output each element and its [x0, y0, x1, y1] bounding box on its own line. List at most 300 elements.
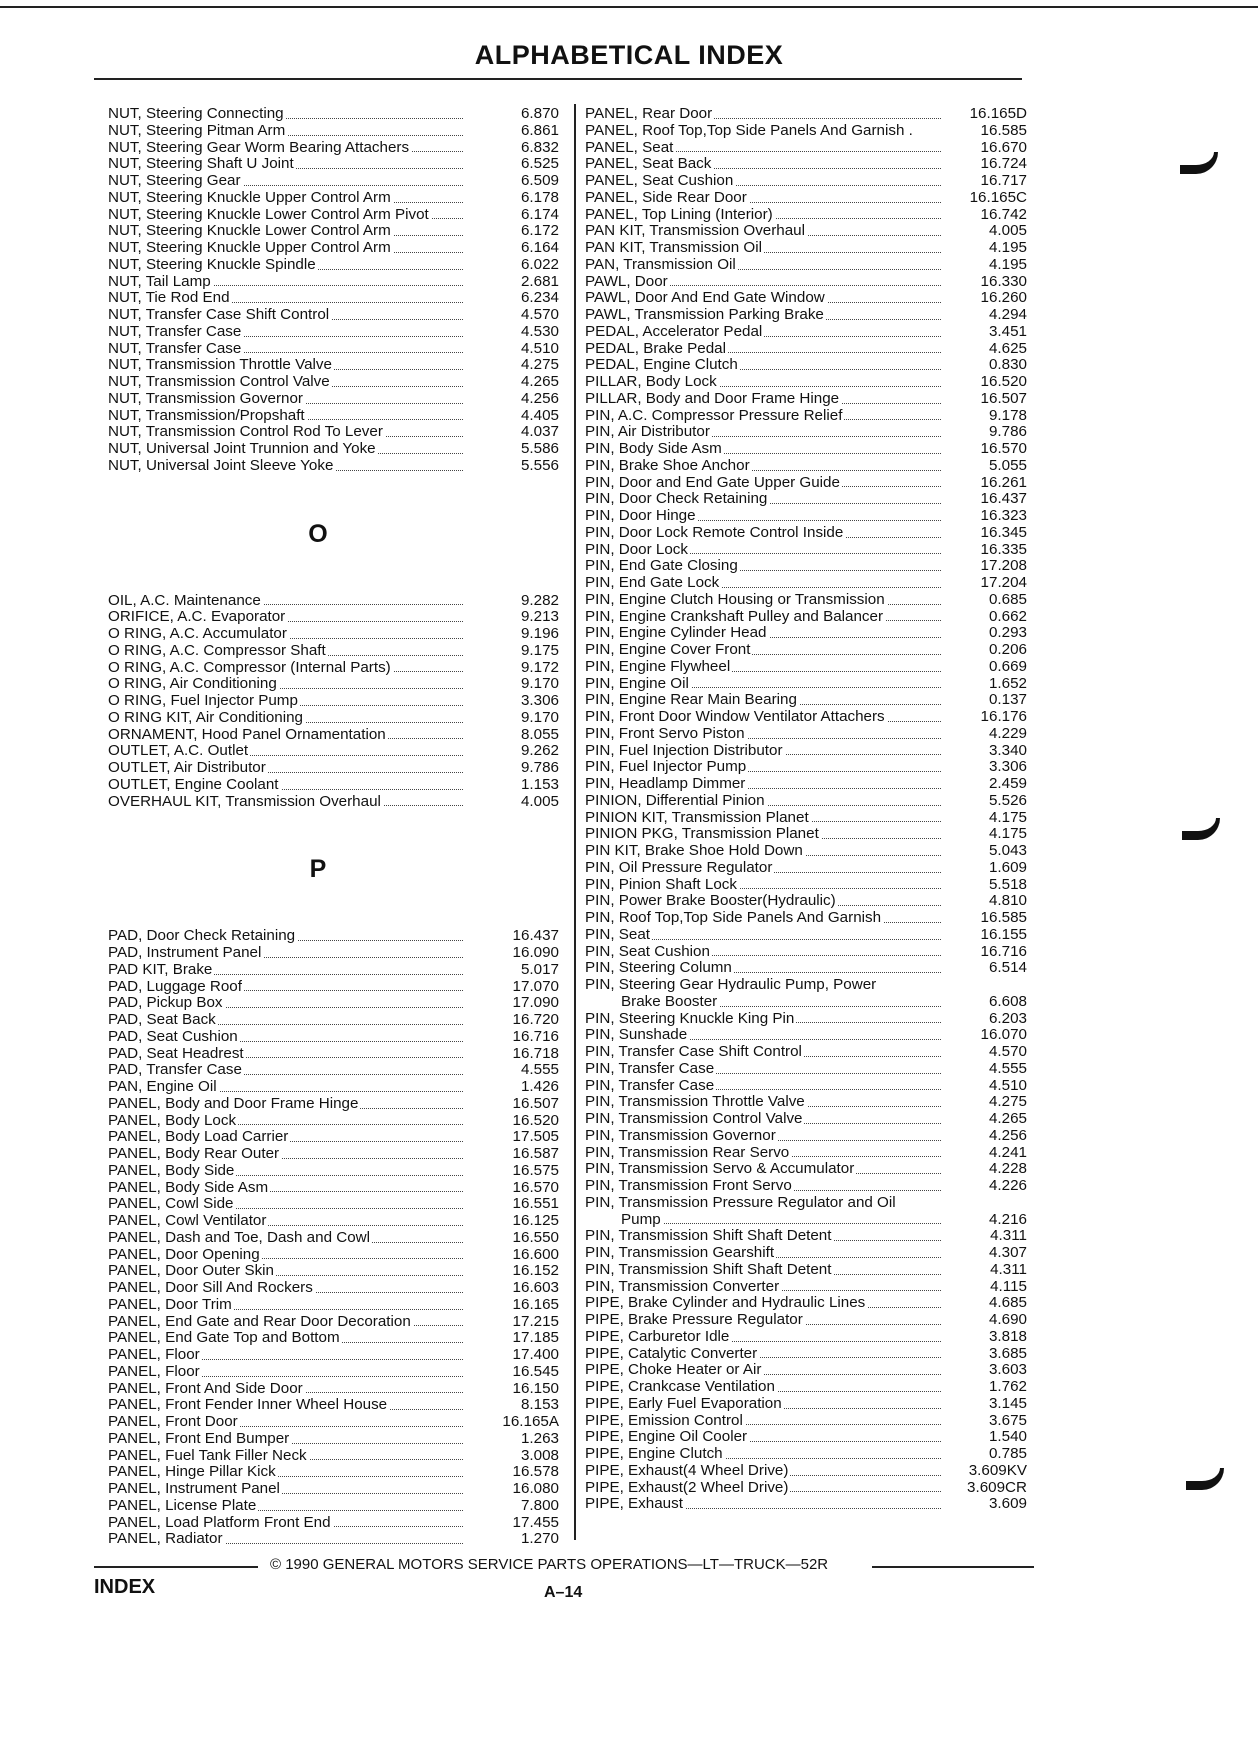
index-entry [108, 1230, 563, 1247]
index-entry [108, 1079, 563, 1096]
entry-reference: 6.164 [520, 239, 559, 256]
entry-name: PIPE, Choke Heater or Air [585, 1361, 762, 1379]
entry-name: Pump [585, 1212, 663, 1229]
entry-reference: 2.459 [988, 775, 1027, 792]
entry-name: PANEL, Body Side Asm [108, 1178, 269, 1196]
entry-name: PAN KIT, Transmission Overhaul [585, 222, 806, 240]
entry-reference: 1.609 [988, 858, 1027, 876]
entry-reference: 0.685 [988, 590, 1027, 608]
index-entry [108, 1012, 563, 1029]
entry-reference: 16.520 [980, 373, 1027, 390]
entry-name: PIN, Transfer Case [585, 1059, 715, 1077]
index-entry [108, 1213, 563, 1230]
index-entry [108, 324, 563, 341]
entry-reference: 0.669 [988, 657, 1027, 675]
index-entry [108, 995, 563, 1012]
index-entry [108, 140, 563, 157]
entry-name: PIN, Transmission Converter [585, 1277, 780, 1295]
index-entry [108, 693, 563, 710]
entry-reference: 8.153 [520, 1396, 559, 1414]
entry-name: PIPE, Exhaust(4 Wheel Drive) [585, 1461, 789, 1479]
entry-reference: 4.570 [520, 306, 559, 323]
entry-reference: 2.681 [520, 272, 559, 290]
index-entry [585, 207, 1031, 224]
index-entry [585, 1111, 1031, 1128]
title-rule [94, 78, 1022, 80]
entry-reference: 4.690 [988, 1311, 1027, 1328]
entry-name: PIN, Door Lock Remote Control Inside [585, 523, 844, 541]
entry-reference: 3.340 [988, 741, 1027, 759]
entry-reference: 1.263 [520, 1429, 559, 1447]
index-entry [108, 424, 563, 441]
index-entry [108, 1196, 563, 1213]
entry-name: PIN, Engine Crankshaft Pulley and Balancer [585, 607, 884, 625]
entry-name: NUT, Steering Connecting [108, 105, 284, 122]
index-entry [108, 945, 563, 962]
entry-name: PIN, Transmission Throttle Valve [585, 1093, 805, 1111]
entry-name: PANEL, Seat [585, 138, 674, 156]
index-entry [585, 776, 1031, 793]
entry-name: PIN, Fuel Injector Pump [585, 758, 747, 776]
entry-reference: 17.400 [512, 1346, 559, 1363]
entry-name: PIN, Door Check Retaining [585, 490, 768, 508]
index-entry [585, 692, 1031, 709]
entry-reference: 0.785 [988, 1445, 1027, 1462]
index-entry [585, 709, 1031, 726]
entry-reference: 4.256 [988, 1126, 1027, 1144]
index-entry [585, 1446, 1031, 1463]
entry-name: PANEL, Fuel Tank Filler Neck [108, 1446, 307, 1464]
entry-reference: 0.293 [988, 624, 1027, 642]
entry-name: PANEL, Dash and Toe, Dash and Cowl [108, 1228, 370, 1246]
entry-reference: 16.335 [980, 540, 1027, 558]
index-entry [585, 910, 1031, 927]
entry-name: PIN KIT, Brake Shoe Hold Down [585, 842, 803, 859]
index-entry [585, 441, 1031, 458]
entry-reference: 16.176 [980, 708, 1027, 725]
index-entry [585, 156, 1031, 173]
entry-name: PIN, Transmission Control Valve [585, 1110, 803, 1127]
entry-reference: 16.165A [502, 1413, 559, 1430]
entry-reference: 16.080 [512, 1480, 559, 1497]
entry-name: PIN, Seat [585, 925, 650, 943]
entry-reference: 4.115 [990, 1277, 1027, 1295]
index-entry [585, 1245, 1031, 1262]
index-entry [585, 843, 1031, 860]
entry-reference: 9.178 [988, 406, 1027, 424]
entry-reference: 4.530 [520, 322, 559, 340]
entry-name: PEDAL, Engine Clutch [585, 356, 738, 374]
index-entry [585, 625, 1031, 642]
entry-reference: 16.437 [512, 927, 559, 945]
entry-name: NUT, Steering Shaft U Joint [108, 155, 294, 173]
entry-reference: 9.282 [520, 591, 559, 609]
entry-reference: 6.861 [520, 121, 559, 139]
entry-reference: 9.170 [520, 675, 559, 693]
section-letter: O [308, 519, 328, 548]
entry-reference: 16.155 [980, 925, 1027, 943]
entry-reference: 16.165C [969, 188, 1027, 206]
entry-reference: 4.570 [988, 1043, 1027, 1060]
entry-name: ORIFICE, A.C. Evaporator [108, 608, 286, 626]
entry-name: PIPE, Emission Control [585, 1411, 743, 1429]
entry-name: PIN, Body Side Asm [585, 440, 722, 457]
entry-reference: 5.055 [988, 456, 1027, 474]
index-entry [108, 1481, 563, 1498]
index-entry [108, 979, 563, 996]
entry-reference: 4.175 [988, 808, 1027, 826]
entry-name: PAD, Seat Headrest [108, 1044, 244, 1062]
entry-name: PIN, Transmission Front Servo [585, 1177, 792, 1194]
entry-reference: 9.196 [520, 625, 559, 642]
entry-name: PINION PKG, Transmission Planet [585, 825, 819, 843]
entry-reference: 4.625 [988, 339, 1027, 357]
entry-name: PAD, Seat Back [108, 1011, 216, 1028]
entry-reference: 6.172 [520, 222, 559, 240]
entry-reference: 16.152 [512, 1262, 559, 1280]
entry-reference: 4.241 [988, 1143, 1027, 1161]
entry-name: PIPE, Exhaust [585, 1495, 683, 1513]
index-entry [585, 1212, 1031, 1229]
index-entry [585, 1362, 1031, 1379]
entry-name: PANEL, Seat Back [585, 155, 712, 173]
entry-name: PAD, Transfer Case [108, 1061, 242, 1079]
index-entry [585, 223, 1031, 240]
entry-name: PIPE, Early Fuel Evaporation [585, 1394, 782, 1412]
index-entry [585, 508, 1031, 525]
index-entry [108, 928, 563, 945]
index-entry [108, 962, 563, 979]
index-entry [108, 1515, 563, 1532]
entry-reference: 16.507 [512, 1094, 559, 1112]
entry-name: PIN, Transfer Case Shift Control [585, 1043, 802, 1060]
entry-reference: 16.507 [980, 389, 1027, 407]
index-entry [585, 659, 1031, 676]
index-entry [585, 1145, 1031, 1162]
index-entry [585, 642, 1031, 659]
entry-reference: 1.540 [988, 1428, 1027, 1446]
entry-name: O RING, Fuel Injector Pump [108, 692, 298, 709]
entry-reference: 16.600 [512, 1245, 559, 1263]
entry-reference: 6.514 [988, 959, 1027, 977]
index-entry [108, 357, 563, 374]
entry-name: PAWL, Transmission Parking Brake [585, 306, 824, 323]
index-entry [108, 1531, 563, 1548]
entry-name: PIN, Sunshade [585, 1026, 688, 1044]
entry-name: PIPE, Catalytic Converter [585, 1344, 758, 1362]
entry-reference: 4.405 [520, 406, 559, 424]
entry-name: OUTLET, Engine Coolant [108, 775, 279, 793]
index-entry [585, 324, 1031, 341]
footer-copyright: © 1990 GENERAL MOTORS SERVICE PARTS OPERATIONS—LT—TRUCK—52R [270, 1556, 829, 1573]
index-entry [585, 123, 1031, 140]
entry-reference: 16.260 [980, 289, 1027, 307]
entry-reference: 4.265 [520, 373, 559, 390]
index-entry [585, 1463, 1031, 1480]
entry-reference: 4.175 [988, 825, 1027, 843]
entry-reference: 16.716 [980, 942, 1027, 960]
index-entry [585, 1496, 1031, 1513]
entry-reference: 0.830 [988, 356, 1027, 374]
entry-reference: 6.832 [520, 138, 559, 156]
entry-reference: 16.551 [512, 1195, 559, 1213]
entry-reference: 16.330 [980, 272, 1027, 290]
entry-name: PIN, Door Lock [585, 540, 688, 558]
entry-name: PIPE, Exhaust(2 Wheel Drive) [585, 1478, 789, 1496]
entry-name: PANEL, Door Sill And Rockers [108, 1279, 313, 1296]
index-entry [585, 140, 1031, 157]
entry-name: O RING, A.C. Compressor Shaft [108, 641, 326, 659]
entry-reference: 16.090 [512, 944, 559, 961]
entry-reference: 5.043 [988, 842, 1027, 859]
entry-name: PAN, Engine Oil [108, 1078, 217, 1095]
entry-reference: 5.556 [520, 456, 559, 474]
entry-reference: 3.609CR [967, 1478, 1027, 1496]
entry-name: NUT, Universal Joint Trunnion and Yoke [108, 440, 376, 457]
index-entry [108, 1146, 563, 1163]
entry-name: NUT, Tail Lamp [108, 272, 211, 290]
entry-reference: 3.451 [988, 322, 1027, 340]
entry-reference: 4.195 [988, 239, 1027, 256]
index-entry [108, 458, 563, 475]
index-entry [585, 609, 1031, 626]
entry-reference: 4.195 [988, 255, 1027, 273]
index-entry [585, 1413, 1031, 1430]
index-entry [585, 1195, 1031, 1212]
entry-name: NUT, Transfer Case Shift Control [108, 306, 330, 323]
entry-reference: 9.170 [520, 708, 559, 726]
entry-name: NUT, Transmission Control Valve [108, 373, 330, 390]
index-entry [108, 257, 563, 274]
entry-name: PIN, Transfer Case [585, 1076, 715, 1094]
index-entry [108, 1163, 563, 1180]
index-entry [585, 575, 1031, 592]
index-entry [585, 1429, 1031, 1446]
index-entry [585, 491, 1031, 508]
index-entry [585, 307, 1031, 324]
entry-name: PANEL, End Gate and Rear Door Decoration [108, 1312, 411, 1330]
entry-name: PIN, Steering Column [585, 959, 732, 977]
entry-reference: 3.008 [520, 1446, 559, 1464]
entry-reference: 1.652 [988, 674, 1027, 692]
entry-name: PANEL, Front And Side Door [108, 1379, 303, 1397]
index-entry [585, 1178, 1031, 1195]
footer-rule-left [94, 1566, 258, 1568]
index-entry [585, 960, 1031, 977]
entry-reference: 4.311 [990, 1227, 1027, 1245]
index-entry [585, 1279, 1031, 1296]
entry-name: PILLAR, Body and Door Frame Hinge [585, 389, 840, 407]
entry-reference: 16.717 [980, 172, 1027, 189]
index-entry [585, 726, 1031, 743]
index-entry [585, 542, 1031, 559]
entry-name: O RING, A.C. Accumulator [108, 625, 287, 642]
index-entry [585, 759, 1031, 776]
entry-name: NUT, Steering Pitman Arm [108, 121, 286, 139]
entry-name: NUT, Steering Gear [108, 172, 241, 189]
index-entry [585, 893, 1031, 910]
entry-reference: 6.174 [520, 205, 559, 223]
index-entry [108, 408, 563, 425]
entry-reference: 16.575 [512, 1161, 559, 1179]
entry-reference: 4.275 [520, 356, 559, 374]
entry-name: PIPE, Engine Clutch [585, 1445, 723, 1462]
index-entry [585, 290, 1031, 307]
entry-reference: 9.172 [520, 658, 559, 676]
entry-name: NUT, Transmission Control Rod To Lever [108, 423, 383, 441]
index-entry [108, 1247, 563, 1264]
section-spacer [108, 894, 563, 928]
entry-name: PANEL, Side Rear Door [585, 188, 747, 206]
index-entry [585, 1161, 1031, 1178]
entry-reference: 3.609 [988, 1495, 1027, 1513]
entry-reference: 7.800 [520, 1496, 559, 1514]
page-title: ALPHABETICAL INDEX [474, 40, 784, 70]
index-entry [108, 1330, 563, 1347]
index-entry [108, 207, 563, 224]
entry-name: PIN, Transmission Servo & Accumulator [585, 1160, 855, 1178]
footer-section-label: INDEX [94, 1576, 156, 1598]
index-entry [585, 860, 1031, 877]
entry-reference: 17.185 [512, 1329, 559, 1347]
index-entry [108, 156, 563, 173]
entry-reference: 6.234 [520, 289, 559, 307]
index-entry [585, 558, 1031, 575]
index-entry [585, 810, 1031, 827]
entry-name: NUT, Transfer Case [108, 339, 242, 357]
entry-reference: 16.323 [980, 507, 1027, 524]
entry-name: PAD, Door Check Retaining [108, 927, 296, 945]
entry-name: PIPE, Brake Pressure Regulator [585, 1311, 803, 1328]
index-entry [585, 1379, 1031, 1396]
index-entry [585, 1044, 1031, 1061]
index-entry [108, 1096, 563, 1113]
index-entry [108, 441, 563, 458]
entry-reference: 4.307 [988, 1244, 1027, 1261]
entry-name: ORNAMENT, Hood Panel Ornamentation [108, 725, 386, 743]
entry-name: PIN, Oil Pressure Regulator [585, 858, 773, 876]
index-entry [108, 1062, 563, 1079]
entry-reference: 4.510 [988, 1076, 1027, 1094]
entry-name: Brake Booster [585, 994, 719, 1011]
entry-name: PIN, Engine Oil [585, 674, 689, 692]
entry-reference: 3.675 [988, 1411, 1027, 1429]
entry-reference: 5.526 [988, 791, 1027, 809]
index-entry [108, 1397, 563, 1414]
entry-reference: 4.256 [520, 389, 559, 407]
entry-name: PIN, Transmission Shift Shaft Detent [585, 1260, 832, 1278]
index-entry [585, 374, 1031, 391]
entry-name: O RING, Air Conditioning [108, 675, 277, 693]
entry-reference: 0.206 [988, 641, 1027, 658]
entry-reference: 4.555 [520, 1061, 559, 1079]
entry-name: PIN, Transmission Governor [585, 1126, 776, 1144]
entry-name: PIN, Roof Top,Top Side Panels And Garnish [585, 909, 882, 926]
index-entry [585, 944, 1031, 961]
index-entry [585, 1011, 1031, 1028]
entry-reference: 17.505 [512, 1128, 559, 1146]
entry-name: PIN, Headlamp Dimmer [585, 775, 746, 792]
entry-name: OIL, A.C. Maintenance [108, 591, 261, 609]
entry-reference: 9.786 [520, 759, 559, 776]
entry-reference: 9.786 [988, 423, 1027, 441]
entry-name: PIN, Front Door Window Ventilator Attachers [585, 708, 885, 725]
entry-reference: 1.426 [520, 1078, 559, 1095]
index-entry [108, 123, 563, 140]
entry-name: OUTLET, Air Distributor [108, 759, 266, 776]
entry-reference: 4.005 [988, 222, 1027, 240]
entry-name: PANEL, End Gate Top and Bottom [108, 1329, 340, 1347]
entry-reference: 5.586 [520, 440, 559, 457]
entry-name: PAWL, Door [585, 272, 668, 290]
entry-name: NUT, Steering Knuckle Spindle [108, 255, 316, 273]
index-entry [585, 341, 1031, 358]
entry-reference: 4.294 [988, 306, 1027, 323]
index-entry [585, 274, 1031, 291]
top-edge-line [0, 6, 1258, 8]
entry-reference: 0.137 [988, 691, 1027, 709]
entry-reference: 4.005 [520, 792, 559, 810]
entry-reference: 16.578 [512, 1463, 559, 1481]
entry-name: PIN, Air Distributor [585, 423, 710, 441]
entry-name: PANEL, Body Load Carrier [108, 1128, 289, 1146]
entry-name: PIN, Steering Gear Hydraulic Pump, Power [585, 976, 877, 993]
entry-name: NUT, Transmission/Propshaft [108, 406, 305, 424]
entry-reference: 16.125 [512, 1212, 559, 1229]
entry-reference: 6.203 [988, 1009, 1027, 1027]
index-entry [108, 1314, 563, 1331]
entry-name: NUT, Transmission Throttle Valve [108, 356, 332, 374]
entry-reference: 1.762 [988, 1378, 1027, 1395]
entry-reference: 0.662 [988, 607, 1027, 625]
entry-reference: 16.070 [980, 1026, 1027, 1044]
entry-reference: 17.204 [980, 574, 1027, 591]
entry-reference: 16.587 [512, 1145, 559, 1162]
entry-name: PANEL, Top Lining (Interior) [585, 205, 773, 223]
entry-name: PIN, Engine Clutch Housing or Transmission [585, 590, 885, 608]
index-entry [585, 106, 1031, 123]
entry-reference: 6.870 [520, 105, 559, 122]
entry-name: PIPE, Crankcase Ventilation [585, 1378, 775, 1395]
entry-reference: 16.720 [512, 1011, 559, 1028]
entry-reference: 4.311 [990, 1260, 1027, 1278]
index-entry [108, 190, 563, 207]
index-entry [108, 223, 563, 240]
entry-name: PANEL, License Plate [108, 1496, 257, 1514]
index-entry [108, 341, 563, 358]
index-entry [108, 240, 563, 257]
entry-name: PANEL, Radiator [108, 1530, 223, 1548]
entry-name: PIN, Pinion Shaft Lock [585, 875, 737, 893]
entry-name: NUT, Transmission Governor [108, 389, 303, 407]
entry-name: NUT, Universal Joint Sleeve Yoke [108, 456, 334, 474]
entry-reference: 3.818 [988, 1327, 1027, 1345]
index-entry [108, 1297, 563, 1314]
entry-name: PIN, Door Hinge [585, 507, 696, 524]
index-entry [108, 1280, 563, 1297]
entry-reference: 6.608 [988, 992, 1027, 1010]
index-entry [585, 793, 1031, 810]
entry-name: PIN, Transmission Gearshift [585, 1244, 775, 1261]
entry-name: PANEL, Instrument Panel [108, 1480, 280, 1497]
entry-reference: 5.518 [988, 875, 1027, 893]
entry-name: OUTLET, A.C. Outlet [108, 742, 249, 760]
index-entry [585, 458, 1031, 475]
entry-reference: 9.175 [520, 641, 559, 659]
entry-reference: 9.213 [520, 608, 559, 626]
section-spacer [108, 475, 563, 509]
entry-reference: 16.345 [980, 523, 1027, 541]
